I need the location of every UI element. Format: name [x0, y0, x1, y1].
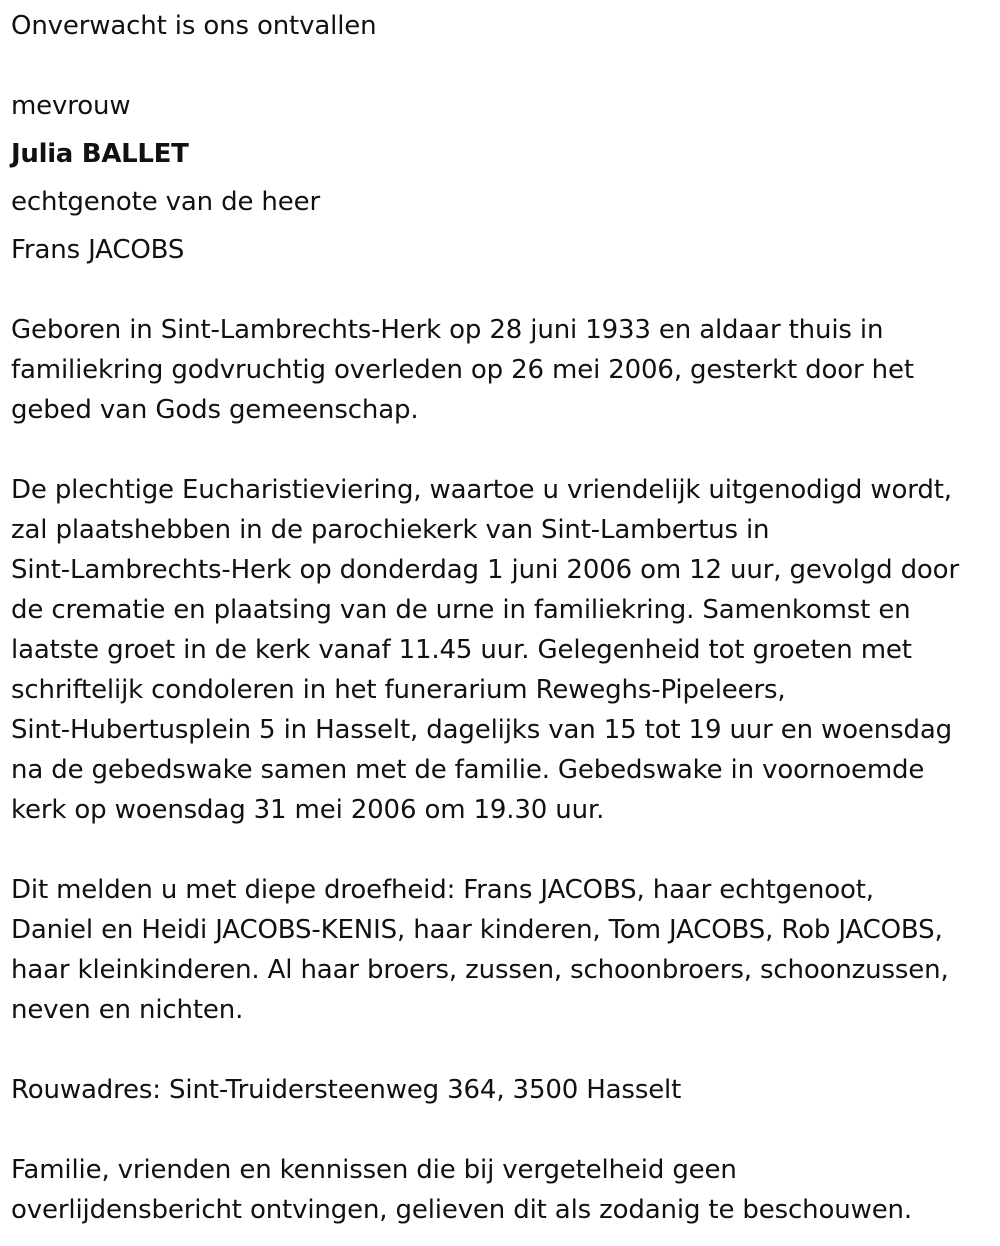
intro-text: Onverwacht is ons ontvallen	[11, 11, 377, 41]
paragraph-line: haar kleinkinderen. Al haar broers, zussen, schoonbroers, schoonzussen,	[11, 955, 949, 985]
paragraph-line: zal plaatshebben in de parochiekerk van Sint-Lambertus in	[11, 515, 770, 545]
paragraph-line: Dit melden u met diepe droefheid: Frans JACOBS, haar echtgenoot,	[11, 875, 874, 905]
paragraph-line: Sint-Hubertusplein 5 in Hasselt, dagelijks van 15 tot 19 uur en woensdag	[11, 715, 952, 745]
paragraph-line: neven en nichten.	[11, 995, 244, 1025]
paragraph-line: Daniel en Heidi JACOBS-KENIS, haar kinderen, Tom JACOBS, Rob JACOBS,	[11, 915, 943, 945]
paragraph-line: laatste groet in de kerk vanaf 11.45 uur. Gelegenheid tot groeten met	[11, 635, 912, 665]
relation-text: echtgenote van de heer	[11, 187, 320, 217]
deceased-name: Julia BALLET	[11, 139, 189, 169]
obituary-notice	[11, 6, 996, 1230]
family-paragraph	[11, 870, 996, 1030]
closing-paragraph	[11, 1150, 996, 1230]
spouse-name: Frans JACOBS	[11, 235, 185, 265]
paragraph-line: Sint-Lambrechts-Herk op donderdag 1 juni 2006 om 12 uur, gevolgd door	[11, 555, 959, 585]
paragraph-line: kerk op woensdag 31 mei 2006 om 19.30 uur.	[11, 795, 605, 825]
paragraph-line: De plechtige Eucharistieviering, waartoe u vriendelijk uitgenodigd wordt,	[11, 475, 952, 505]
paragraph-line: familiekring godvruchtig overleden op 26 mei 2006, gesterkt door het	[11, 355, 914, 385]
paragraph-line: overlijdensbericht ontvingen, gelieven dit als zodanig te beschouwen.	[11, 1195, 912, 1225]
ceremony-paragraph	[11, 470, 996, 830]
paragraph-line: gebed van Gods gemeenschap.	[11, 395, 419, 425]
paragraph-line: de crematie en plaatsing van de urne in familiekring. Samenkomst en	[11, 595, 911, 625]
paragraph-line: na de gebedswake samen met de familie. Gebedswake in voornoemde	[11, 755, 925, 785]
paragraph-line: schriftelijk condoleren in het funerarium Reweghs-Pipeleers,	[11, 675, 786, 705]
salutation: mevrouw	[11, 91, 131, 121]
birth-death-paragraph	[11, 310, 996, 430]
paragraph-line: Familie, vrienden en kennissen die bij vergetelheid geen	[11, 1155, 737, 1185]
mourning-address: Rouwadres: Sint-Truidersteenweg 364, 3500 Hasselt	[11, 1075, 682, 1105]
paragraph-line: Geboren in Sint-Lambrechts-Herk op 28 juni 1933 en aldaar thuis in	[11, 315, 884, 345]
